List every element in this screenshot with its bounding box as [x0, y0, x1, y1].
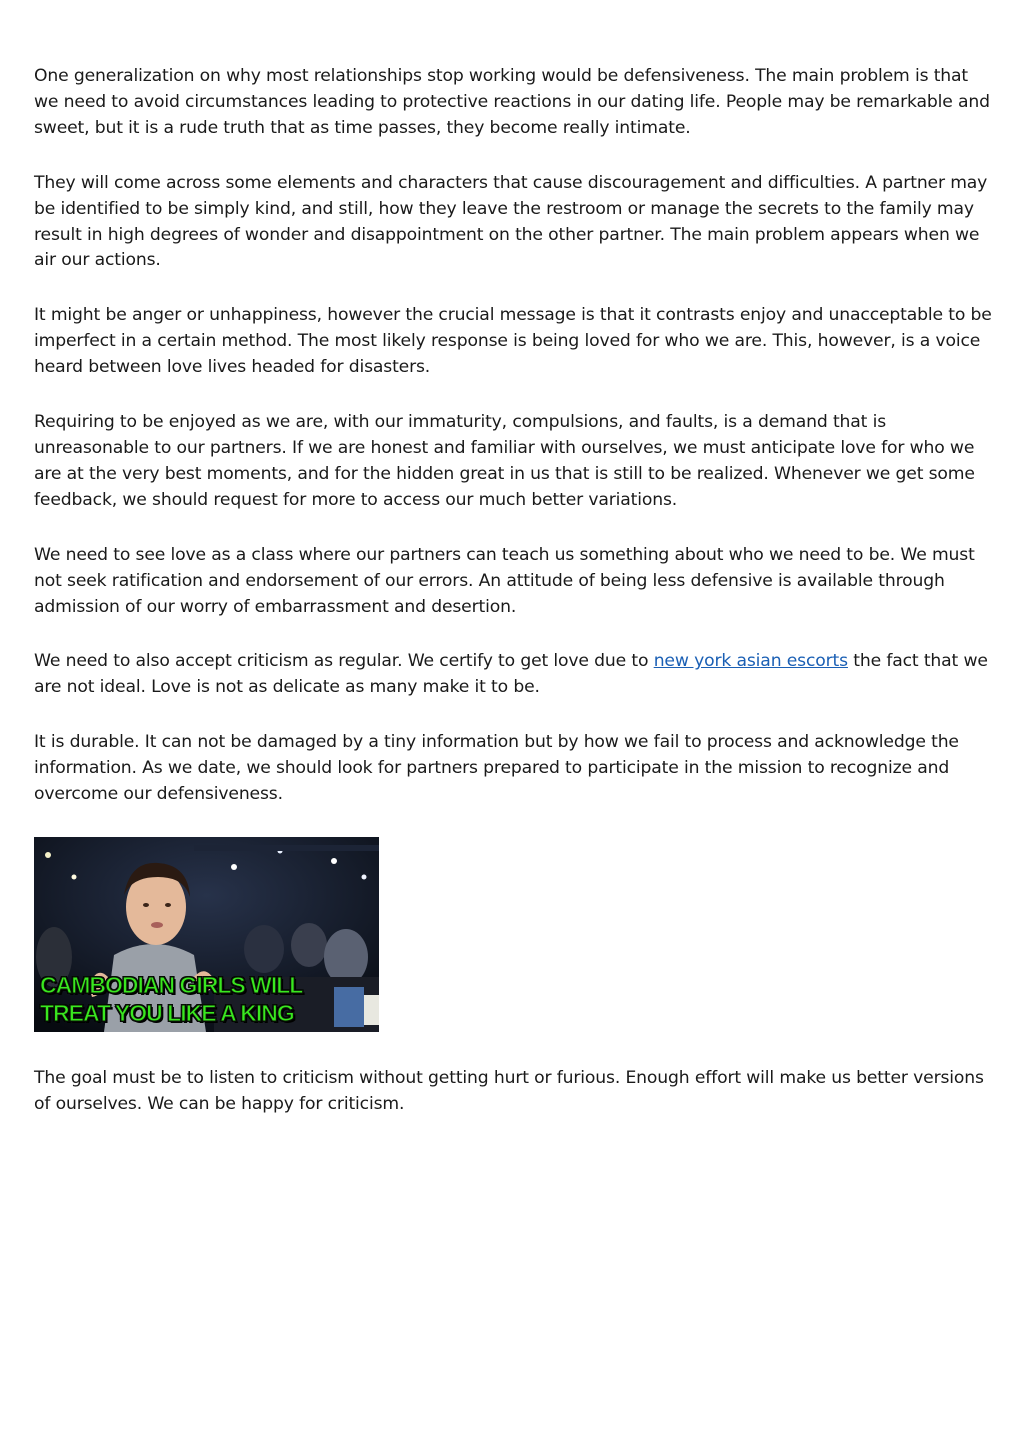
escorts-link[interactable]: new york asian escorts	[653, 651, 848, 672]
paragraph-7: It is durable. It can not be damaged by a tiny information but by how we fail to process and acknowledge the information. As we date, we should look for partners prepared to participate in the mission to recognize and overcome our defensiveness.	[34, 732, 959, 805]
paragraph-6-text-after: the fact that we are not ideal. Love is not as delicate as many make it to be.	[34, 651, 988, 698]
caption-line-2: TREAT YOU LIKE A KING	[40, 999, 294, 1026]
paragraph-2: They will come across some elements and characters that cause discouragement and difficulties. A partner may be identified to be simply kind, and still, how they leave the restroom or manage the secrets to the family may result in high degrees of wonder and disappointment on the other partner. The main problem appears when we air our actions.	[34, 172, 988, 271]
thumbnail-caption	[40, 971, 302, 1027]
paragraph-3: It might be anger or unhappiness, however the crucial message is that it contrasts enjoy and unacceptable to be imperfect in a certain method. The most likely response is being loved for who we are. This, however, is a voice heard between love lives headed for disasters.	[34, 305, 992, 378]
paragraph-1: One generalization on why most relationships stop working would be defensiveness. The main problem is that we need to avoid circumstances leading to protective reactions in our dating life. People may be remarkable and sweet, but it is a rude truth that as time passes, they become really intimate.	[34, 66, 990, 138]
paragraph-5: We need to see love as a class where our partners can teach us something about who we need to be. We must not seek ratification and endorsement of our errors. An attitude of being less defensive is available through admission of our worry of embarrassment and desertion.	[34, 544, 975, 617]
paragraph-4: Requiring to be enjoyed as we are, with our immaturity, compulsions, and faults, is a demand that is unreasonable to our partners. If we are honest and familiar with ourselves, we must anticipate love for who we are at the very best moments, and for the hidden great in us that is still to be realized. Whenever we get some feedback, we should request for more to access our much better variations.	[34, 412, 975, 510]
paragraph-6-text-before: We need to also accept criticism as regular. We certify to get love due to	[34, 651, 654, 672]
paragraph-8: The goal must be to listen to criticism without getting hurt or furious. Enough effort will make us better versions of ourselves. We can be happy for criticism.	[34, 1067, 984, 1114]
article-body	[34, 64, 996, 1147]
caption-line-1: CAMBODIAN GIRLS WILL	[40, 971, 303, 998]
paragraph-6	[34, 649, 996, 701]
video-thumbnail-image	[34, 837, 379, 1032]
